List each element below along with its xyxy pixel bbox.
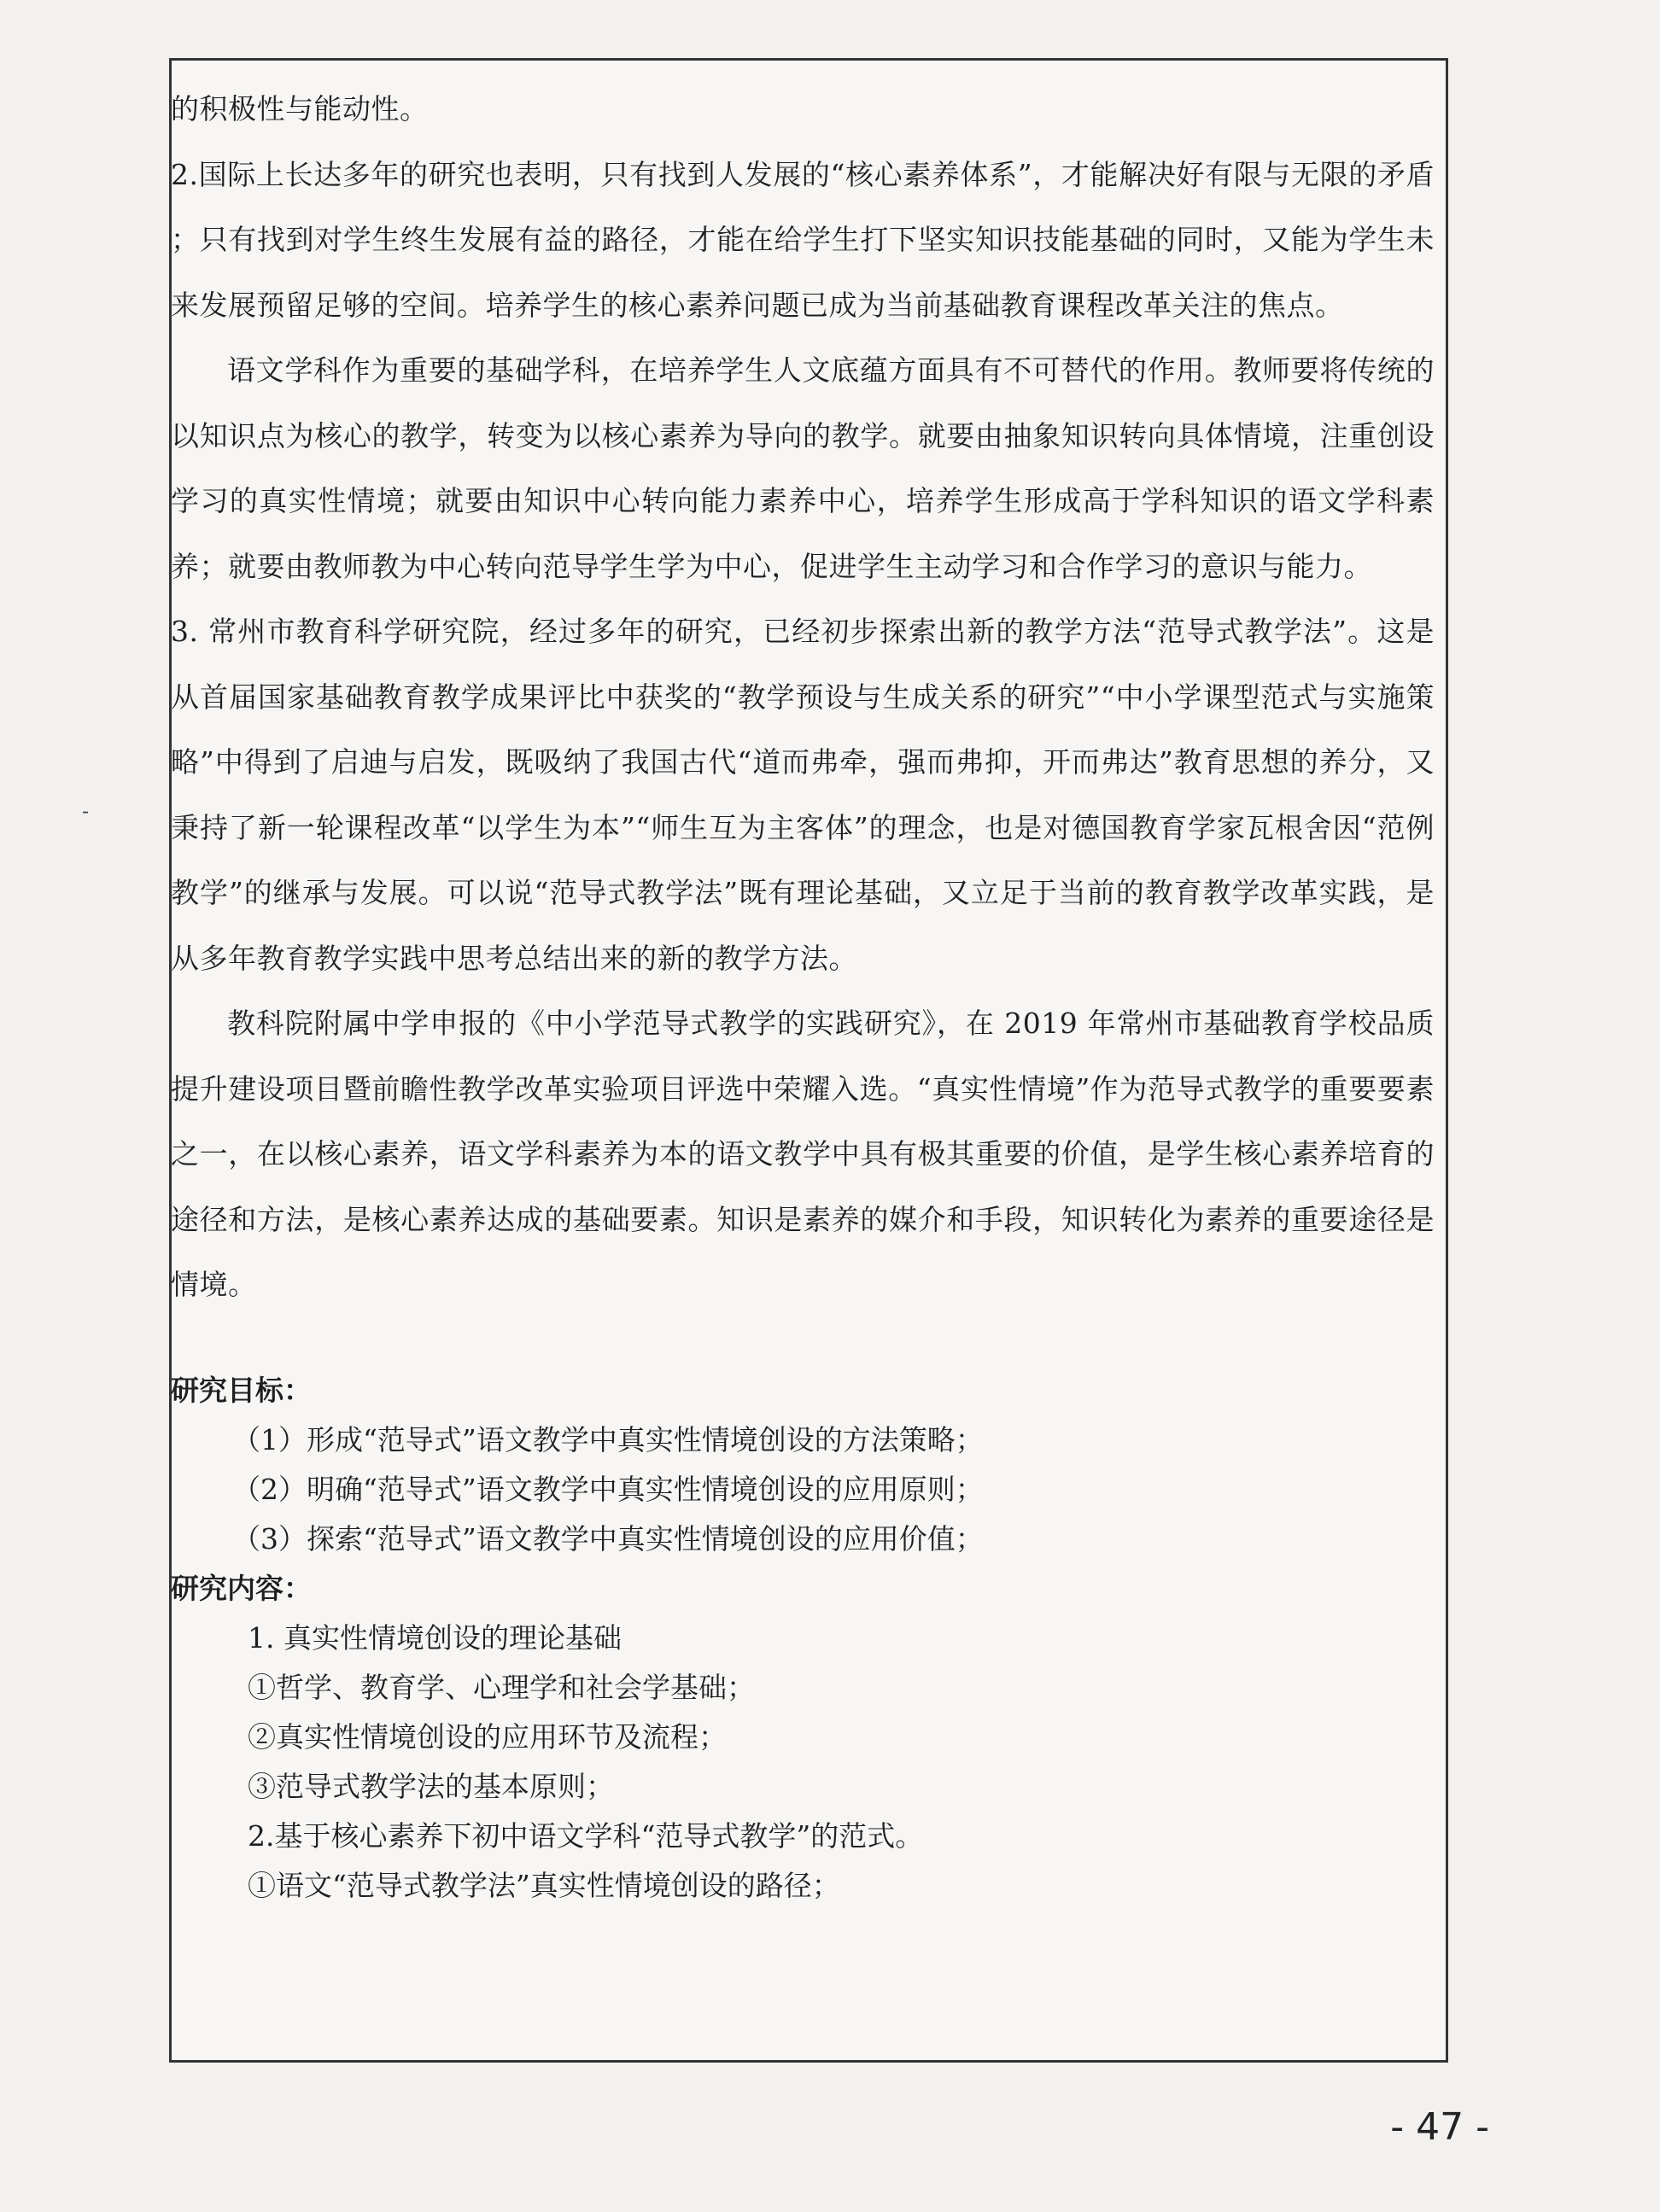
margin-mark: - xyxy=(82,799,90,823)
research-goal-item: （3）探索“范导式”语文教学中真实性情境创设的应用价值； xyxy=(232,1521,984,1555)
research-content-part2-item: ①语文“范导式教学法”真实性情境创设的路径； xyxy=(248,1868,840,1902)
research-content-part2-title: 2.基于核心素养下初中语文学科“范导式教学”的范式。 xyxy=(248,1818,924,1853)
research-content-heading: 研究内容： xyxy=(171,1571,312,1605)
research-content-part1-item: ②真实性情境创设的应用环节及流程； xyxy=(248,1719,727,1754)
research-content-section xyxy=(171,1564,1435,1911)
paragraph-chinese-subject: 语文学科作为重要的基础学科，在培养学生人文底蕴方面具有不可替代的作用。教师要将传统的以知识点为核心的教学，转变为以核心素养为导向的教学。就要由抽象知识转向具体情境，注重创设学习的真实性情境；就要由知识中心转向能力素养中心，培养学生形成高于学科知识的语文学科素养；就要由教师教为中心转向范导学生学为中心，促进学生主动学习和合作学习的意识与能力。 xyxy=(171,353,1435,583)
research-goal-item: （2）明确“范导式”语文教学中真实性情境创设的应用原则； xyxy=(232,1472,984,1506)
research-goals-section xyxy=(171,1366,1435,1564)
paragraph-continuation: 的积极性与能动性。 xyxy=(171,92,429,125)
research-goal-item: （1）形成“范导式”语文教学中真实性情境创设的方法策略； xyxy=(232,1422,984,1456)
page-number: - 47 - xyxy=(1390,2105,1489,2149)
paragraph-changzhou-research: 3. 常州市教育科学研究院，经过多年的研究，已经初步探索出新的教学方法“范导式教学法”。这是从首届国家基础教育教学成果评比中获奖的“教学预设与生成关系的研究”“中小学课型范式与实施策略”中得到了启迪与启发，既吸纳了我国古代“道而弗牵，强而弗抑，开而弗达”教育思想的养分，又秉持了新一轮课程改革“以学生为本”“师生互为主客体”的理念，也是对德国教育学家瓦根舍因“范例教学”的继承与发展。可以说“范导式教学法”既有理论基础，又立足于当前的教育教学改革实践，是从多年教育教学实践中思考总结出来的新的教学方法。 xyxy=(171,615,1435,975)
research-content-part1-item: ①哲学、教育学、心理学和社会学基础； xyxy=(248,1670,755,1704)
research-goals-heading: 研究目标： xyxy=(171,1373,312,1407)
page-content xyxy=(171,77,1435,1911)
research-content-part1-title: 1. 真实性情境创设的理论基础 xyxy=(248,1620,622,1655)
paragraph-project-selection: 教科院附属中学申报的《中小学范导式教学的实践研究》，在 2019 年常州市基础教育学校品质提升建设项目暨前瞻性教学改革实验项目评选中荣耀入选。“真实性情境”作为范导式教学的重要要素之一，在以核心素养，语文学科素养为本的语文教学中具有极其重要的价值，是学生核心素养培育的途径和方法，是核心素养达成的基础要素。知识是素养的媒介和手段，知识转化为素养的重要途径是情境。 xyxy=(171,1007,1435,1301)
research-content-part1-item: ③范导式教学法的基本原则； xyxy=(248,1769,614,1803)
paragraph-core-literacy-research: 2.国际上长达多年的研究也表明，只有找到人发展的“核心素养体系”，才能解决好有限与无限的矛盾 ；只有找到对学生终生发展有益的路径，才能在给学生打下坚实知识技能基础的同时，又能为学生未来发展预留足够的空间。培养学生的核心素养问题已成为当前基础教育课程改革关注的焦点。 xyxy=(171,157,1435,322)
